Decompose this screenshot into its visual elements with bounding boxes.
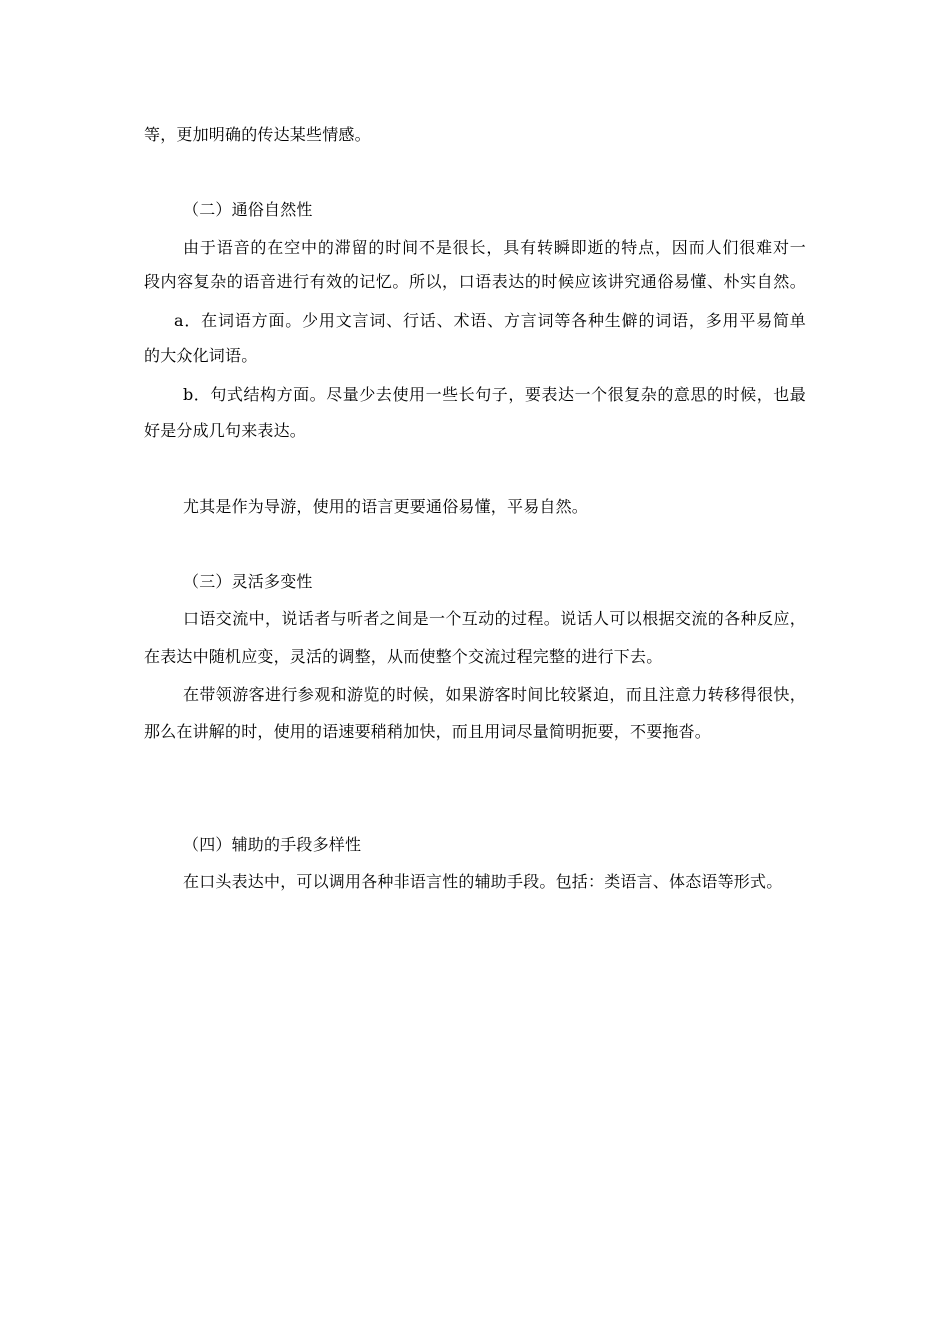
paragraph-line: 那么在讲解的时，使用的语速要稍稍加快，而且用词尽量简明扼要，不要拖沓。 xyxy=(144,722,712,741)
section-heading-2: （二）通俗自然性 xyxy=(183,200,313,219)
paragraph-line: 在口头表达中，可以调用各种非语言性的辅助手段。包括：类语言、体态语等形式。 xyxy=(183,872,783,891)
list-item-b-continuation: 好是分成几句来表达。 xyxy=(144,421,307,440)
paragraph-line: 由于语音的在空中的滞留的时间不是很长，具有转瞬即逝的特点，因而人们很难对一 xyxy=(183,238,806,257)
paragraph-line: 段内容复杂的语音进行有效的记忆。所以，口语表达的时候应该讲究通俗易懂、朴实自然。 xyxy=(144,272,806,291)
paragraph-line: 在带领游客进行参观和游览的时候，如果游客时间比较紧迫，而且注意力转移得很快， xyxy=(183,685,806,704)
guide-note: 尤其是作为导游，使用的语言更要通俗易懂，平易自然。 xyxy=(183,497,589,516)
paragraph-line: 口语交流中，说话者与听者之间是一个互动的过程。说话人可以根据交流的各种反应， xyxy=(183,609,806,628)
paragraph-line: 在表达中随机应变，灵活的调整，从而使整个交流过程完整的进行下去。 xyxy=(144,647,663,666)
list-item-a-continuation: 的大众化词语。 xyxy=(144,346,258,365)
continuation-text: 等，更加明确的传达某些情感。 xyxy=(144,125,371,144)
section-heading-4: （四）辅助的手段多样性 xyxy=(183,835,362,854)
list-item-a: a．在词语方面。少用文言词、行话、术语、方言词等各种生僻的词语，多用平易简单 xyxy=(174,311,806,330)
section-heading-3: （三）灵活多变性 xyxy=(183,572,313,591)
list-item-b: b．句式结构方面。尽量少去使用一些长句子，要表达一个很复杂的意思的时候，也最 xyxy=(183,385,806,404)
